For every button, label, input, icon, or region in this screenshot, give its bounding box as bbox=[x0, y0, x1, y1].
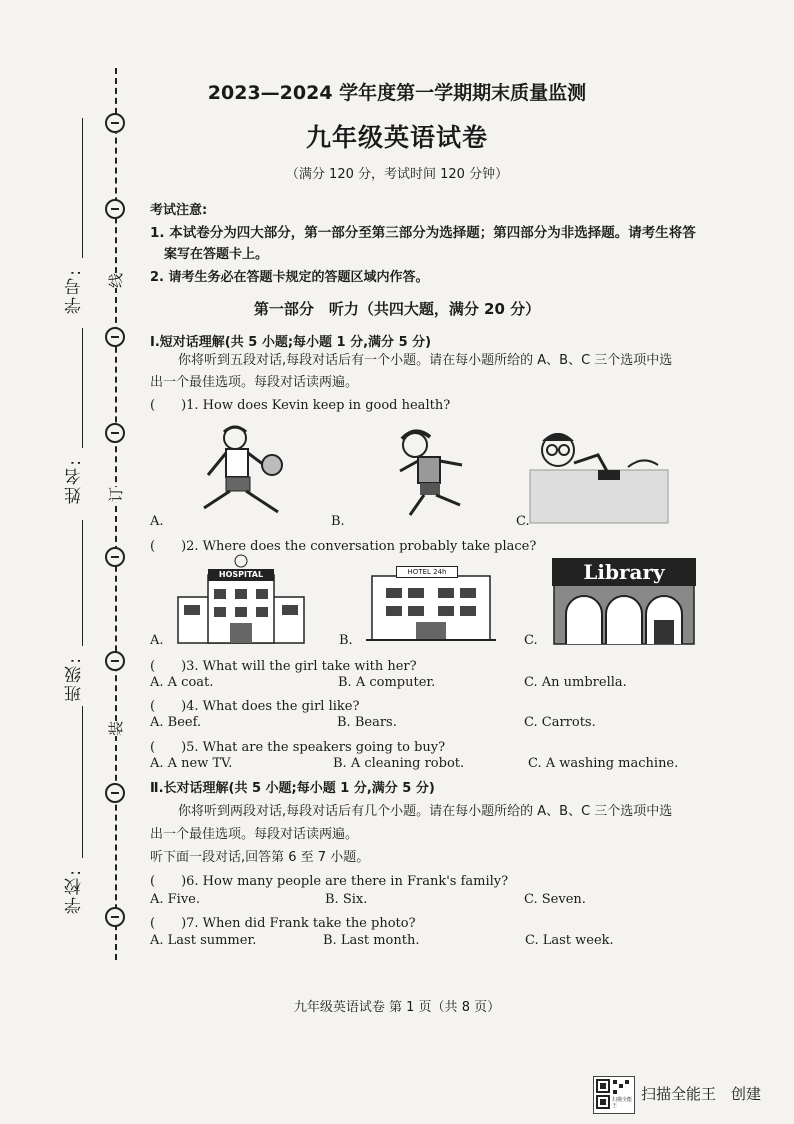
hotel-sign: HOTEL 24h bbox=[396, 566, 458, 578]
binding-hole bbox=[105, 783, 125, 803]
student-number-label: 学号: bbox=[65, 268, 85, 314]
section1-title: Ⅰ.短对话理解(共 5 小题;每小题 1 分,满分 5 分) bbox=[150, 335, 432, 350]
q3-option-b[interactable]: B. A computer. bbox=[338, 675, 436, 690]
scanner-logo bbox=[593, 1076, 635, 1114]
notes-item-2: 2. 请考生务必在答题卡规定的答题区域内作答。 bbox=[150, 270, 429, 285]
notes-heading: 考试注意: bbox=[150, 203, 208, 218]
library-sign: Library bbox=[552, 558, 696, 586]
running-boy-picture bbox=[380, 425, 480, 520]
question-1: ( )1. How does Kevin keep in good health? bbox=[150, 398, 451, 413]
q6-option-c[interactable]: C. Seven. bbox=[524, 892, 586, 907]
binding-hole bbox=[105, 651, 125, 671]
q2-option-c[interactable]: C. bbox=[524, 633, 538, 648]
q2-option-a[interactable]: A. bbox=[150, 633, 164, 648]
q4-option-a[interactable]: A. Beef. bbox=[150, 715, 202, 730]
binding-hole bbox=[105, 327, 125, 347]
notes-item-1: 1. 本试卷分为四大部分，第一部分至第三部分为选择题；第四部分为非选择题。请考生将答 bbox=[150, 225, 696, 241]
q3-option-a[interactable]: A. A coat. bbox=[150, 675, 214, 690]
scanner-watermark: 扫描全能王 创建 bbox=[641, 1085, 762, 1103]
section2-dialogue-note: 听下面一段对话,回答第 6 至 7 小题。 bbox=[150, 850, 370, 865]
part1-heading: 第一部分 听力（共四大题，满分 20 分） bbox=[253, 300, 541, 318]
cut-mark-line: 线 bbox=[103, 273, 128, 288]
notes-item-1-cont: 案写在答题卡上。 bbox=[164, 247, 269, 262]
section2-title: Ⅱ.长对话理解(共 5 小题;每小题 1 分,满分 5 分) bbox=[150, 781, 435, 796]
binding-hole bbox=[105, 907, 125, 927]
question-3: ( )3. What will the girl take with her? bbox=[150, 659, 417, 674]
hospital-picture bbox=[174, 553, 308, 645]
question-7: ( )7. When did Frank take the photo? bbox=[150, 916, 416, 931]
cut-mark-ding: 订 bbox=[103, 487, 128, 502]
school-blank[interactable] bbox=[82, 706, 83, 858]
hospital-sign: HOSPITAL bbox=[208, 569, 274, 581]
class-label: 班级: bbox=[65, 656, 85, 702]
q5-option-a[interactable]: A. A new TV. bbox=[150, 756, 233, 771]
binding-hole bbox=[105, 547, 125, 567]
question-4: ( )4. What does the girl like? bbox=[150, 699, 360, 714]
paper-title: 九年级英语试卷 bbox=[305, 123, 488, 152]
q2-option-b[interactable]: B. bbox=[339, 633, 353, 648]
exam-subtitle: （满分 120 分，考试时间 120 分钟） bbox=[285, 167, 509, 182]
page-footer: 九年级英语试卷 第 1 页（共 8 页） bbox=[293, 1000, 501, 1015]
section2-instruction: 你将听到两段对话,每段对话后有几个小题。请在每小题所给的 A、B、C 三个选项中选 bbox=[178, 804, 673, 819]
exam-title: 2023—2024 学年度第一学期期末质量监测 bbox=[207, 82, 587, 104]
class-blank[interactable] bbox=[82, 520, 83, 646]
hotel-picture bbox=[366, 566, 496, 642]
section1-instruction: 你将听到五段对话,每段对话后有一个小题。请在每小题所给的 A、B、C 三个选项中选 bbox=[178, 353, 673, 368]
q4-option-c[interactable]: C. Carrots. bbox=[524, 715, 596, 730]
basketball-player-picture bbox=[190, 420, 310, 520]
question-5: ( )5. What are the speakers going to buy? bbox=[150, 740, 446, 755]
school-label: 学校: bbox=[65, 868, 85, 914]
question-2: ( )2. Where does the conversation probably take place? bbox=[150, 539, 537, 554]
q7-option-a[interactable]: A. Last summer. bbox=[150, 933, 257, 948]
binding-hole bbox=[105, 423, 125, 443]
q5-option-b[interactable]: B. A cleaning robot. bbox=[333, 756, 465, 771]
q7-option-b[interactable]: B. Last month. bbox=[323, 933, 420, 948]
binding-hole bbox=[105, 199, 125, 219]
student-name-blank[interactable] bbox=[82, 328, 83, 448]
section1-instruction-cont: 出一个最佳选项。每段对话读两遍。 bbox=[150, 375, 359, 390]
section2-instruction-cont: 出一个最佳选项。每段对话读两遍。 bbox=[150, 827, 359, 842]
q1-option-c[interactable]: C. bbox=[516, 514, 530, 529]
student-name-label: 姓名: bbox=[65, 458, 85, 504]
q7-option-c[interactable]: C. Last week. bbox=[525, 933, 614, 948]
cut-mark-zhuang: 装 bbox=[103, 721, 128, 736]
question-6: ( )6. How many people are there in Frank's family? bbox=[150, 874, 509, 889]
q6-option-b[interactable]: B. Six. bbox=[325, 892, 368, 907]
q6-option-a[interactable]: A. Five. bbox=[150, 892, 201, 907]
q1-option-b[interactable]: B. bbox=[331, 514, 345, 529]
swimmer-picture bbox=[528, 415, 670, 525]
scanner-logo-text: 扫描全能王 bbox=[612, 1097, 633, 1109]
q3-option-c[interactable]: C. An umbrella. bbox=[524, 675, 627, 690]
q1-option-a[interactable]: A. bbox=[150, 514, 164, 529]
q4-option-b[interactable]: B. Bears. bbox=[337, 715, 397, 730]
library-picture bbox=[548, 558, 700, 646]
q5-option-c[interactable]: C. A washing machine. bbox=[528, 756, 679, 771]
